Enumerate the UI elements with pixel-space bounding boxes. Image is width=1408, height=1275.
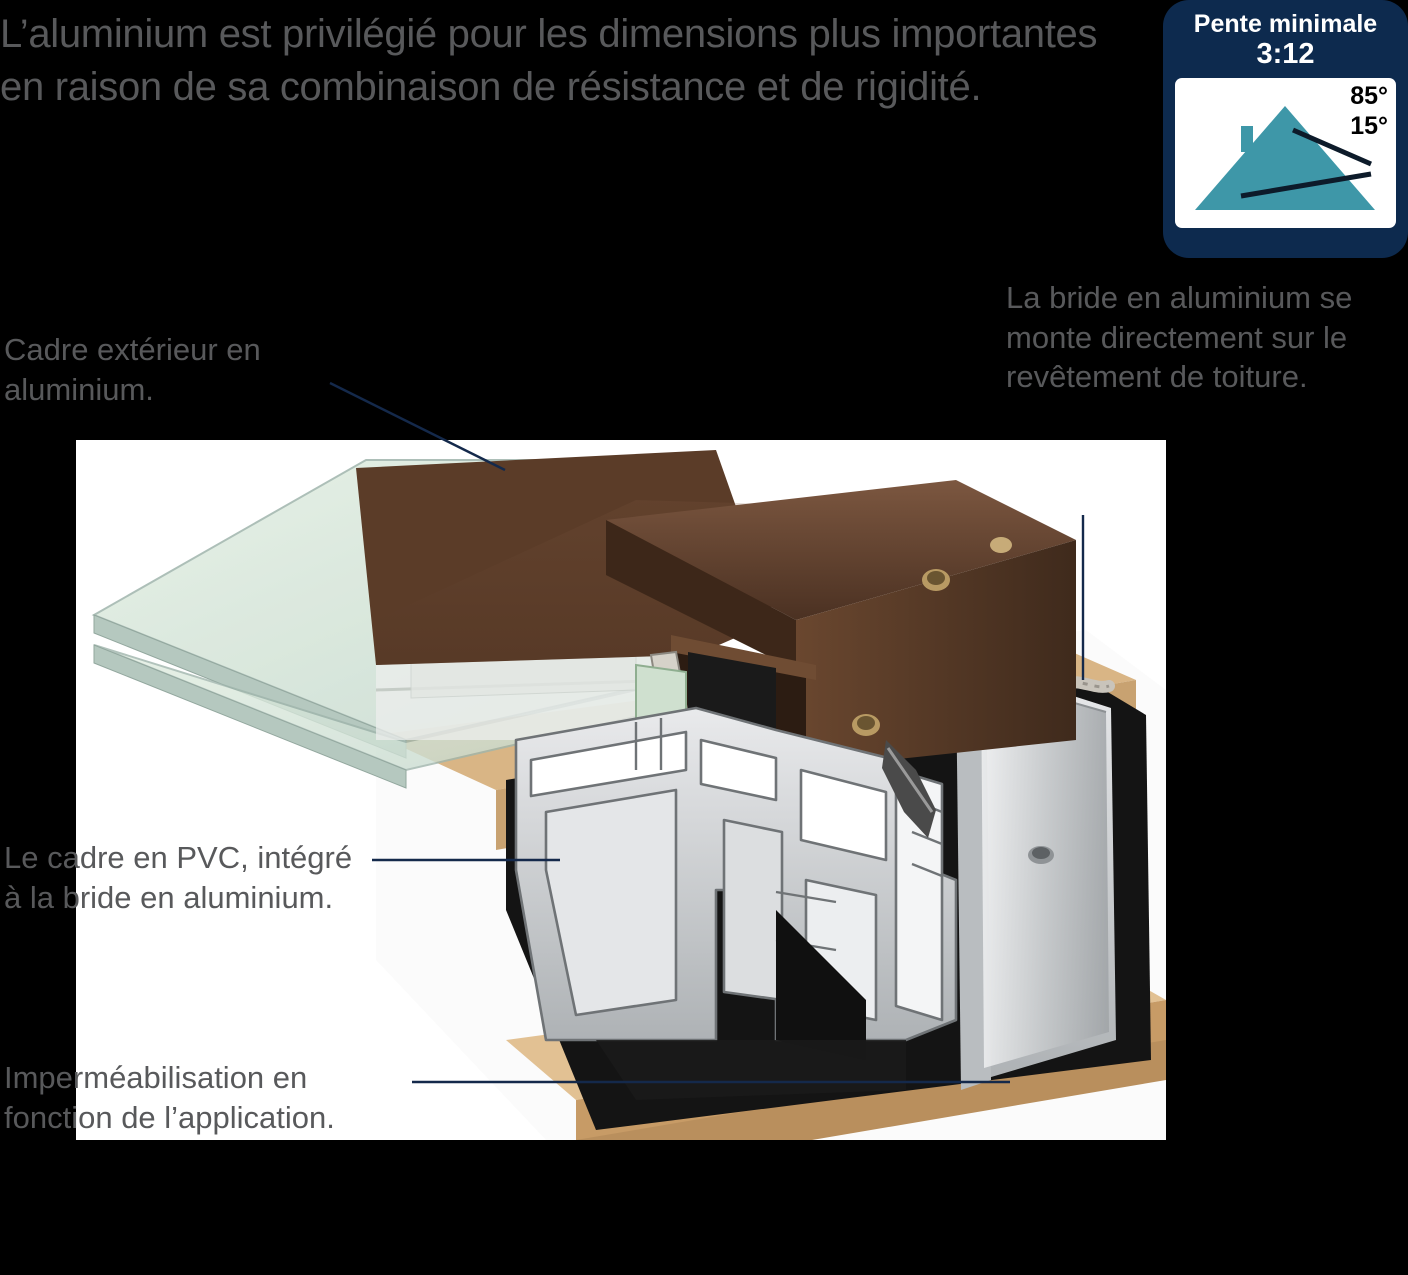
callout-bride-aluminium: La bride en aluminium se monte directement sur le revêtement de toiture. [1006, 280, 1353, 395]
badge-title: Pente minimale [1193, 10, 1378, 38]
badge-angle-top: 85° [1350, 81, 1388, 110]
page-headline: L’aluminium est privilégié pour les dimensions plus importantes en raison de sa combinaison de résistance et de rigidité. [0, 12, 1098, 109]
callout-cadre-exterieur: Cadre extérieur en aluminium. [4, 332, 261, 407]
callout-cadre-pvc: Le cadre en PVC, intégré à la bride en aluminium. [4, 840, 353, 915]
badge-ratio: 3:12 [1256, 37, 1315, 70]
badge-angle-bottom: 15° [1350, 111, 1388, 140]
callout-impermeabilisation: Imperméabilisation en fonction de l’application. [4, 1060, 335, 1135]
